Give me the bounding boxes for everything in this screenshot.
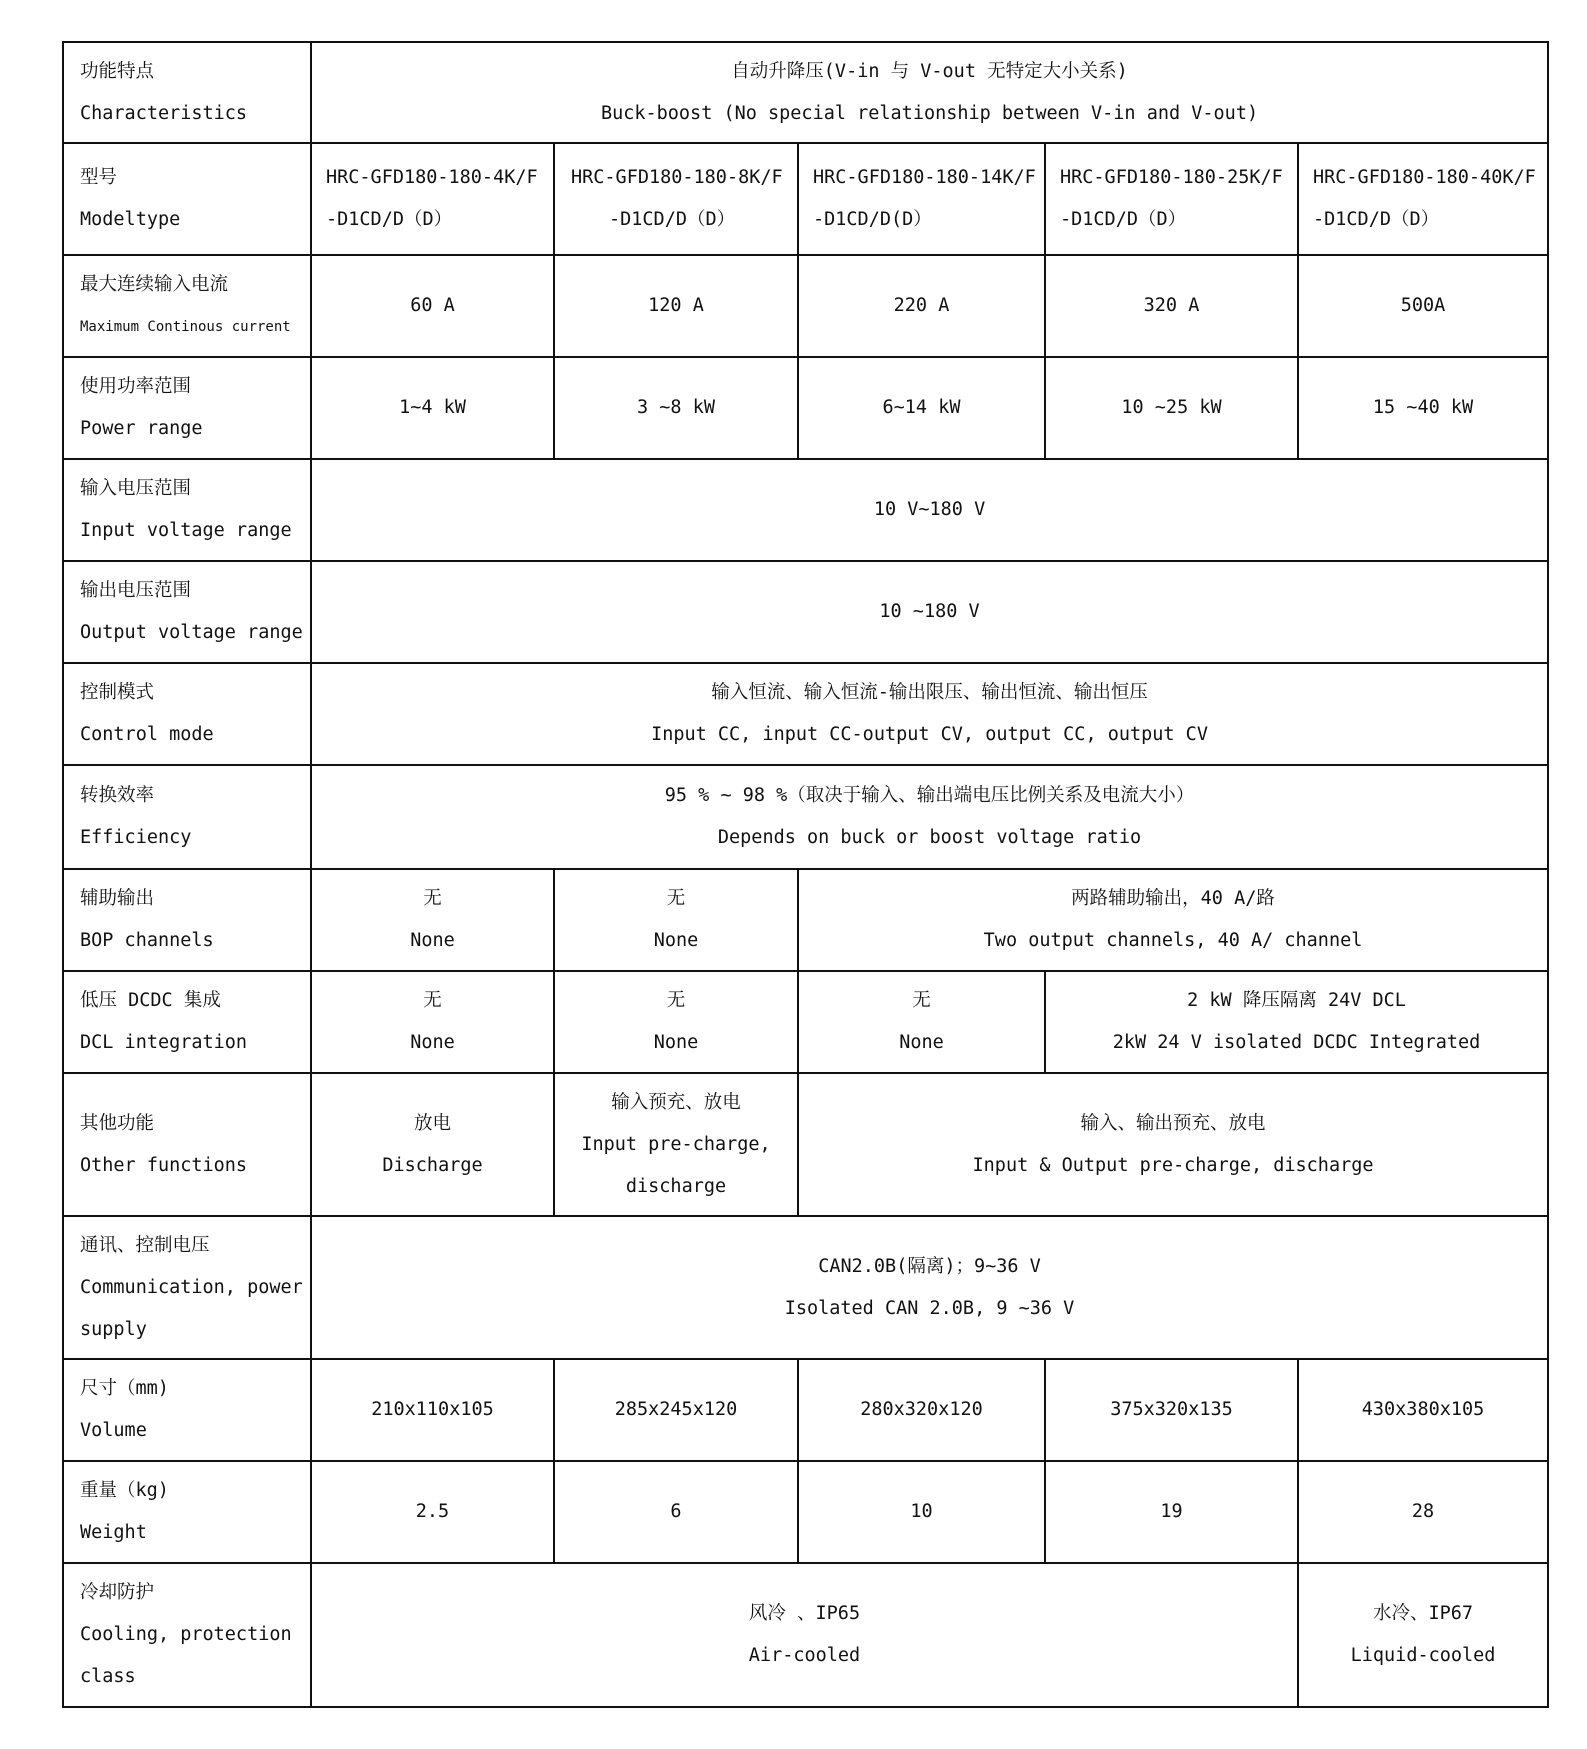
value-cell: 320 A [1045,255,1298,357]
label-en: BOP channels [80,930,214,951]
label-cell [63,42,311,143]
value-cell [798,971,1045,1073]
model-line1: HRC-GFD180-180-40K/F [1313,167,1536,188]
value-cell [554,1073,798,1216]
label-cn: 功能特点 [80,60,155,82]
row-output-voltage [63,561,1548,663]
label-en: DCL integration [80,1032,248,1053]
value-cell [554,971,798,1073]
value-en: Liquid-cooled [1350,1645,1496,1666]
label-en: Cooling, protection class [80,1624,292,1687]
label-cell [63,143,311,255]
value-cell [311,971,554,1073]
value-cell [311,765,1548,869]
value-cell: 220 A [798,255,1045,357]
value-cell [311,1073,554,1216]
label-cn: 低压 DCDC 集成 [80,990,221,1011]
label-cn: 转换效率 [80,785,155,806]
value-cell: 2.5 [311,1461,554,1563]
row-cooling [63,1563,1548,1707]
model-cell [554,143,798,255]
label-cn: 尺寸（mm) [80,1378,169,1399]
label-cn: 输入电压范围 [80,478,192,499]
row-max-current [63,255,1548,357]
value-cell: 1~4 kW [311,357,554,459]
value-cell [311,1216,1548,1359]
label-cell [63,971,311,1073]
value-cn: 风冷 、IP65 [748,1603,861,1624]
value-en: None [653,1032,699,1053]
value-cn: 水冷、IP67 [1372,1603,1474,1624]
label-cn: 型号 [80,167,118,188]
row-power-range [63,357,1548,459]
label-cn: 辅助输出 [80,888,155,909]
label-en: Characteristics [80,102,248,124]
label-cell [63,459,311,561]
value-cn: 2 kW 降压隔离 24V DCL [1187,990,1406,1011]
value-en: None [410,1032,455,1053]
model-line1: HRC-GFD180-180-14K/F [813,167,1036,188]
label-en: Power range [80,418,203,439]
label-en: Efficiency [80,827,192,848]
value-en: Two output channels, 40 A/ channel [983,930,1363,951]
value-cell: 28 [1298,1461,1548,1563]
label-en: Modeltype [80,209,181,230]
value-cn: 两路辅助输出，40 A/路 [1071,888,1275,909]
label-cn: 输出电压范围 [80,580,192,601]
value-cn: 自动升降压(V-in 与 V-out 无特定大小关系) [731,60,1128,82]
label-en: Weight [80,1522,147,1543]
value-cn: 输入预充、放电 [611,1091,741,1113]
label-en: Output voltage range [80,622,303,643]
model-line2: -D1CD/D（D） [326,209,453,230]
value-cn: 无 [423,990,442,1011]
value-en: Air-cooled [748,1645,861,1666]
value-cn: 输入恒流、输入恒流-输出限压、输出恒流、输出恒压 [711,682,1148,703]
value-cell: 10 [798,1461,1045,1563]
value-cell: 10 ~180 V [311,561,1548,663]
value-cell: 60 A [311,255,554,357]
label-cn: 通讯、控制电压 [80,1234,210,1256]
row-communication [63,1216,1548,1359]
value-cn: 输入、输出预充、放电 [1080,1112,1266,1134]
value-en: Buck-boost (No special relationship between V-in and V-out) [600,102,1259,124]
label-cell [63,1073,311,1216]
label-en: Maximum Continous current [80,319,291,335]
row-characteristics [63,42,1548,143]
value-en: None [410,930,455,951]
row-input-voltage [63,459,1548,561]
model-line2: -D1CD/D(D） [813,209,932,230]
label-en: Other functions [80,1154,248,1176]
value-cell [311,869,554,971]
model-cell [1045,143,1298,255]
label-cell [63,765,311,869]
value-cell [311,1563,1298,1707]
model-cell [311,143,554,255]
value-cell [798,1073,1548,1216]
label-cn: 控制模式 [80,682,155,703]
value-cn: CAN2.0B(隔离)；9~36 V [818,1255,1041,1277]
model-line2: -D1CD/D（D） [1060,209,1187,230]
label-cell [63,357,311,459]
value-cell [311,663,1548,765]
value-en: None [899,1032,944,1053]
row-dcl-integration [63,971,1548,1073]
label-cn: 冷却防护 [80,1582,155,1603]
label-cell [63,1359,311,1461]
value-cell [798,869,1548,971]
label-cn: 重量（kg) [80,1480,169,1501]
value-cell [311,42,1548,143]
value-cell: 6~14 kW [798,357,1045,459]
value-en: Input pre-charge, discharge [581,1133,771,1197]
value-cell [554,869,798,971]
label-cn: 使用功率范围 [80,376,192,397]
value-cell: 19 [1045,1461,1298,1563]
label-en: Input voltage range [80,520,292,541]
value-cell: 280x320x120 [798,1359,1045,1461]
value-en: Discharge [382,1154,483,1176]
model-line2: -D1CD/D（D） [609,209,736,230]
value-cell [1045,971,1548,1073]
row-efficiency [63,765,1548,869]
value-cell: 210x110x105 [311,1359,554,1461]
value-en: Input CC, input CC-output CV, output CC, output CV [651,724,1208,745]
label-en: Volume [80,1420,147,1441]
value-cell: 500A [1298,255,1548,357]
value-en: Isolated CAN 2.0B, 9 ~36 V [784,1297,1075,1319]
value-en: Depends on buck or boost voltage ratio [717,827,1142,848]
model-line1: HRC-GFD180-180-8K/F [571,167,783,188]
value-cn: 95 % ~ 98 %（取决于输入、输出端电压比例关系及电流大小） [664,785,1195,806]
value-cell: 120 A [554,255,798,357]
value-cn: 无 [666,990,686,1011]
model-line1: HRC-GFD180-180-4K/F [326,167,538,188]
model-line1: HRC-GFD180-180-25K/F [1060,167,1283,188]
value-cell: 15 ~40 kW [1298,357,1548,459]
value-en: 2kW 24 V isolated DCDC Integrated [1112,1032,1481,1053]
model-line2: -D1CD/D（D） [1313,209,1440,230]
label-cell [63,1216,311,1359]
value-cell: 375x320x135 [1045,1359,1298,1461]
row-control-mode [63,663,1548,765]
model-cell [1298,143,1548,255]
spec-table [62,41,1549,1708]
row-weight [63,1461,1548,1563]
value-cell: 10 ~25 kW [1045,357,1298,459]
label-en: Communication, power supply [80,1276,303,1340]
value-cell: 6 [554,1461,798,1563]
value-cell: 430x380x105 [1298,1359,1548,1461]
value-cell: 10 V~180 V [311,459,1548,561]
value-cn: 无 [912,990,931,1011]
label-cell [63,1461,311,1563]
label-cn: 最大连续输入电流 [80,274,229,295]
label-cell [63,561,311,663]
label-cell [63,1563,311,1707]
value-cn: 无 [423,888,442,909]
value-en: None [653,930,699,951]
value-cell: 285x245x120 [554,1359,798,1461]
model-cell [798,143,1045,255]
label-cell [63,663,311,765]
value-cell [1298,1563,1548,1707]
row-other-functions [63,1073,1548,1216]
label-cell [63,869,311,971]
value-cell: 3 ~8 kW [554,357,798,459]
value-cn: 放电 [413,1112,451,1134]
row-volume [63,1359,1548,1461]
value-cn: 无 [666,888,686,909]
row-modeltype [63,143,1548,255]
value-en: Input & Output pre-charge, discharge [972,1154,1374,1176]
label-cn: 其他功能 [80,1112,155,1134]
label-cell [63,255,311,357]
label-en: Control mode [80,724,214,745]
row-bop-channels [63,869,1548,971]
